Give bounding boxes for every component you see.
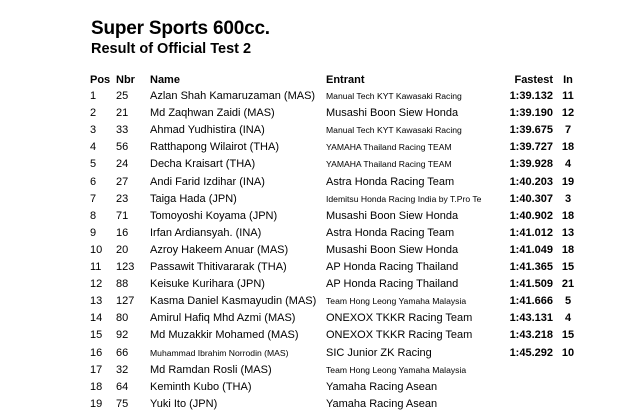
number-cell: 16 xyxy=(116,226,129,239)
page-title: Super Sports 600cc. xyxy=(91,18,270,39)
pos-cell: 2 xyxy=(90,107,97,120)
header-in: In xyxy=(563,74,573,86)
entrant-cell: Manual Tech KYT Kawasaki Racing xyxy=(326,125,462,136)
pos-cell: 5 xyxy=(90,158,97,171)
rider-name-cell: Decha Kraisart (THA) xyxy=(150,158,256,171)
entrant-cell: AP Honda Racing Thailand xyxy=(326,261,459,273)
rider-name-cell: Amirul Hafiq Mhd Azmi (MAS) xyxy=(150,312,296,325)
entrant-cell: YAMAHA Thailand Racing TEAM xyxy=(326,159,452,170)
rider-name-cell: Keminth Kubo (THA) xyxy=(150,380,252,393)
entrant-cell: Musashi Boon Siew Honda xyxy=(326,209,459,222)
table-row xyxy=(0,225,630,242)
entrant-cell: Musashi Boon Siew Honda xyxy=(326,243,459,256)
fastest-time-cell: 1:40.203 xyxy=(509,175,553,188)
entrant-cell: Musashi Boon Siew Honda xyxy=(326,107,459,120)
lap-in-cell: 15 xyxy=(561,261,575,273)
number-cell: 88 xyxy=(116,278,129,291)
pos-cell: 7 xyxy=(90,192,97,205)
rider-name-cell: Md Ramdan Rosli (MAS) xyxy=(150,363,272,376)
rider-name-cell: Tomoyoshi Koyama (JPN) xyxy=(150,209,278,222)
fastest-time-cell: 1:43.131 xyxy=(509,312,553,325)
lap-in-cell: 4 xyxy=(564,312,572,325)
entrant-cell: Team Hong Leong Yamaha Malaysia xyxy=(326,364,467,375)
entrant-cell: SIC Junior ZK Racing xyxy=(326,346,432,359)
number-cell: 33 xyxy=(116,124,129,137)
page-subtitle: Result of Official Test 2 xyxy=(91,41,252,57)
table-row xyxy=(0,139,630,156)
number-cell: 75 xyxy=(116,397,129,410)
lap-in-cell: 7 xyxy=(564,124,572,137)
lap-in-cell: 10 xyxy=(561,346,575,359)
lap-in-cell: 18 xyxy=(561,141,575,154)
number-cell: 127 xyxy=(116,295,135,308)
table-header xyxy=(0,72,630,89)
header-name: Name xyxy=(150,74,180,86)
pos-cell: 3 xyxy=(90,124,97,137)
pos-cell: 13 xyxy=(90,295,103,308)
table-row xyxy=(0,174,630,191)
table-row xyxy=(0,105,630,122)
rider-name-cell: Ahmad Yudhistira (INA) xyxy=(150,124,265,137)
lap-in-cell: 18 xyxy=(561,243,575,256)
pos-cell: 18 xyxy=(90,380,103,393)
rider-name-cell: Passawit Thitivararak (THA) xyxy=(150,261,287,273)
pos-cell: 10 xyxy=(90,243,103,256)
number-cell: 56 xyxy=(116,141,129,154)
pos-cell: 4 xyxy=(90,141,97,154)
lap-in-cell: 13 xyxy=(561,226,575,239)
entrant-cell: Manual Tech KYT Kawasaki Racing xyxy=(326,91,462,101)
fastest-time-cell: 1:40.307 xyxy=(509,192,553,205)
pos-cell: 8 xyxy=(90,209,97,222)
header-nbr: Nbr xyxy=(116,74,135,86)
number-cell: 64 xyxy=(116,380,129,393)
rider-name-cell: Md Zaqhwan Zaidi (MAS) xyxy=(150,107,275,120)
lap-in-cell: 11 xyxy=(562,90,574,102)
table-row xyxy=(0,362,630,379)
lap-in-cell: 12 xyxy=(561,107,575,120)
entrant-cell: Team Hong Leong Yamaha Malaysia xyxy=(326,296,467,307)
entrant-cell: AP Honda Racing Thailand xyxy=(326,278,459,291)
rider-name-cell: Ratthapong Wilairot (THA) xyxy=(150,141,279,154)
number-cell: 80 xyxy=(116,312,129,325)
table-row xyxy=(0,156,630,173)
entrant-cell: Astra Honda Racing Team xyxy=(326,175,455,188)
fastest-time-cell: 1:41.509 xyxy=(509,278,553,291)
number-cell: 32 xyxy=(116,363,129,376)
rider-name-cell: Muhammad Ibrahim Norrodin (MAS) xyxy=(150,347,289,358)
fastest-time-cell: 1:41.049 xyxy=(509,243,553,256)
header-entrant: Entrant xyxy=(326,74,365,86)
table-row xyxy=(0,396,630,413)
header-fastest: Fastest xyxy=(514,74,553,86)
rider-name-cell: Taiga Hada (JPN) xyxy=(150,192,237,205)
table-row xyxy=(0,379,630,396)
table-row xyxy=(0,259,630,276)
fastest-time-cell: 1:39.190 xyxy=(509,107,553,120)
lap-in-cell: 15 xyxy=(561,329,575,342)
rider-name-cell: Irfan Ardiansyah. (INA) xyxy=(150,226,262,239)
entrant-cell: ONEXOX TKKR Racing Team xyxy=(326,329,473,342)
table-row xyxy=(0,208,630,225)
table-row xyxy=(0,276,630,293)
rider-name-cell: Andi Farid Izdihar (INA) xyxy=(150,175,265,188)
rider-name-cell: Azlan Shah Kamaruzaman (MAS) xyxy=(150,90,316,102)
lap-in-cell: 5 xyxy=(564,295,572,308)
entrant-cell: Yamaha Racing Asean xyxy=(326,397,438,410)
number-cell: 71 xyxy=(116,209,129,222)
fastest-time-cell: 1:39.675 xyxy=(509,124,553,137)
pos-cell: 6 xyxy=(90,175,97,188)
entrant-cell: YAMAHA Thailand Racing TEAM xyxy=(326,142,452,153)
table-row xyxy=(0,122,630,139)
lap-in-cell: 21 xyxy=(561,278,575,291)
rider-name-cell: Md Muzakkir Mohamed (MAS) xyxy=(150,329,299,342)
table-row xyxy=(0,327,630,344)
rider-name-cell: Kasma Daniel Kasmayudin (MAS) xyxy=(150,295,317,308)
fastest-time-cell: 1:39.132 xyxy=(509,90,553,102)
table-row xyxy=(0,242,630,259)
pos-cell: 16 xyxy=(90,346,103,359)
fastest-time-cell: 1:45.292 xyxy=(509,346,553,359)
table-row xyxy=(0,88,630,105)
pos-cell: 9 xyxy=(90,226,97,239)
number-cell: 66 xyxy=(116,346,129,359)
fastest-time-cell: 1:39.928 xyxy=(509,158,553,171)
fastest-time-cell: 1:40.902 xyxy=(509,209,553,222)
entrant-cell: Idemitsu Honda Racing India by T.Pro Te xyxy=(326,193,482,204)
rider-name-cell: Yuki Ito (JPN) xyxy=(150,397,218,410)
number-cell: 21 xyxy=(116,107,129,120)
pos-cell: 15 xyxy=(90,329,103,342)
header-pos: Pos xyxy=(90,74,111,86)
fastest-time-cell: 1:41.666 xyxy=(509,295,553,308)
entrant-cell: Astra Honda Racing Team xyxy=(326,226,455,239)
fastest-time-cell: 1:43.218 xyxy=(509,329,553,342)
lap-in-cell: 18 xyxy=(561,209,575,222)
pos-cell: 17 xyxy=(90,363,103,376)
number-cell: 92 xyxy=(116,329,129,342)
rider-name-cell: Keisuke Kurihara (JPN) xyxy=(150,278,265,291)
rider-name-cell: Azroy Hakeem Anuar (MAS) xyxy=(150,243,289,256)
entrant-cell: ONEXOX TKKR Racing Team xyxy=(326,312,473,325)
number-cell: 123 xyxy=(116,261,135,273)
table-row xyxy=(0,310,630,327)
number-cell: 20 xyxy=(116,243,129,256)
table-row xyxy=(0,191,630,208)
number-cell: 25 xyxy=(116,90,129,102)
entrant-cell: Yamaha Racing Asean xyxy=(326,380,438,393)
table-row xyxy=(0,345,630,362)
pos-cell: 11 xyxy=(90,261,102,273)
table-row xyxy=(0,293,630,310)
number-cell: 27 xyxy=(116,175,129,188)
fastest-time-cell: 1:41.365 xyxy=(509,261,553,273)
pos-cell: 1 xyxy=(90,90,97,102)
pos-cell: 19 xyxy=(90,397,103,410)
number-cell: 24 xyxy=(116,158,129,171)
lap-in-cell: 4 xyxy=(564,158,572,171)
pos-cell: 14 xyxy=(90,312,103,325)
fastest-time-cell: 1:39.727 xyxy=(509,141,553,154)
pos-cell: 12 xyxy=(90,278,103,291)
lap-in-cell: 19 xyxy=(561,175,575,188)
fastest-time-cell: 1:41.012 xyxy=(509,226,553,239)
number-cell: 23 xyxy=(116,192,129,205)
lap-in-cell: 3 xyxy=(564,192,572,205)
